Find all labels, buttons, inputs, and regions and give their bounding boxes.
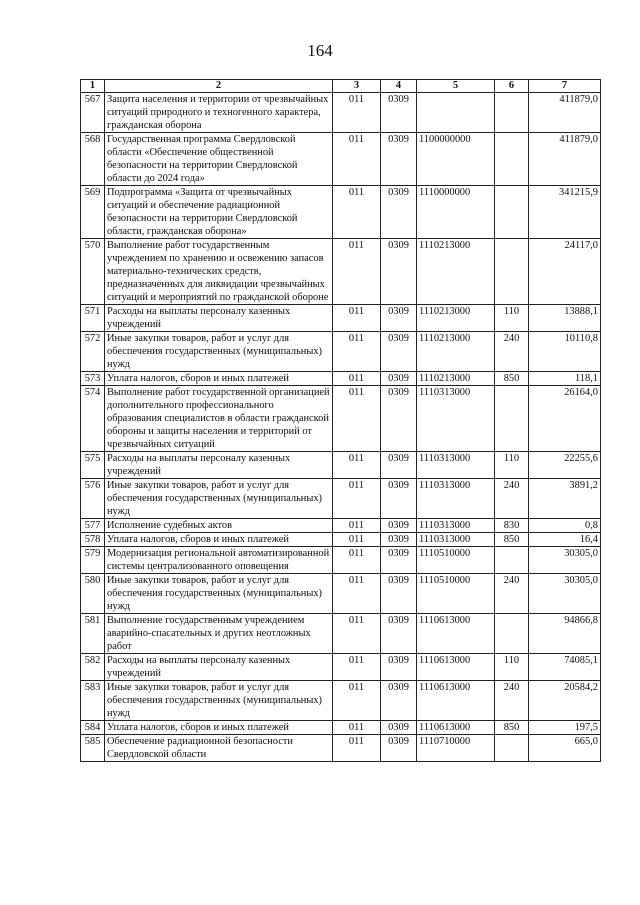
row-amount: 30305,0 [529,547,601,574]
row-target-code: 1110000000 [417,186,495,239]
row-section-code: 0309 [381,386,417,452]
row-expense-type: 240 [495,479,529,519]
table-row [81,133,601,186]
row-admin-code: 011 [333,93,381,133]
row-number: 574 [81,386,105,452]
row-number: 579 [81,547,105,574]
row-target-code: 1110313000 [417,533,495,547]
row-name: Уплата налогов, сборов и иных платежей [105,533,333,547]
row-admin-code: 011 [333,186,381,239]
row-name: Обеспечение радиационной безопасности Свердловской области [105,735,333,762]
row-name: Модернизация региональной автоматизированной системы централизованного оповещения [105,547,333,574]
row-target-code: 1110313000 [417,479,495,519]
row-amount: 341215,9 [529,186,601,239]
row-name: Уплата налогов, сборов и иных платежей [105,721,333,735]
row-target-code: 1110213000 [417,239,495,305]
table-body [81,93,601,762]
row-admin-code: 011 [333,332,381,372]
row-section-code: 0309 [381,305,417,332]
row-amount: 20584,2 [529,681,601,721]
table-row [81,386,601,452]
row-expense-type [495,186,529,239]
row-expense-type [495,93,529,133]
row-section-code: 0309 [381,721,417,735]
row-expense-type: 850 [495,721,529,735]
row-section-code: 0309 [381,681,417,721]
row-number: 570 [81,239,105,305]
row-name: Подпрограмма «Защита от чрезвычайных ситуаций и обеспечение радиационной безопасности на территории Свердловской области, гражданская оборона» [105,186,333,239]
row-name: Защита населения и территории от чрезвычайных ситуаций природного и техногенного характера, гражданская оборона [105,93,333,133]
table-row [81,547,601,574]
row-amount: 411879,0 [529,93,601,133]
row-expense-type [495,614,529,654]
row-section-code: 0309 [381,239,417,305]
row-amount: 24117,0 [529,239,601,305]
header-col-2: 2 [105,80,333,93]
table-row [81,574,601,614]
row-expense-type: 850 [495,533,529,547]
row-admin-code: 011 [333,386,381,452]
row-admin-code: 011 [333,614,381,654]
row-number: 577 [81,519,105,533]
row-amount: 411879,0 [529,133,601,186]
row-admin-code: 011 [333,654,381,681]
row-amount: 30305,0 [529,574,601,614]
row-number: 575 [81,452,105,479]
table-row [81,721,601,735]
row-admin-code: 011 [333,735,381,762]
row-section-code: 0309 [381,93,417,133]
row-amount: 665,0 [529,735,601,762]
row-amount: 10110,8 [529,332,601,372]
row-name: Уплата налогов, сборов и иных платежей [105,372,333,386]
row-number: 573 [81,372,105,386]
row-expense-type: 240 [495,681,529,721]
row-number: 583 [81,681,105,721]
row-amount: 16,4 [529,533,601,547]
row-expense-type [495,735,529,762]
row-amount: 0,8 [529,519,601,533]
row-number: 568 [81,133,105,186]
row-expense-type: 830 [495,519,529,533]
table-row [81,735,601,762]
row-admin-code: 011 [333,305,381,332]
row-admin-code: 011 [333,372,381,386]
row-admin-code: 011 [333,519,381,533]
row-target-code [417,93,495,133]
row-number: 582 [81,654,105,681]
row-target-code: 1110213000 [417,332,495,372]
row-section-code: 0309 [381,614,417,654]
row-target-code: 1100000000 [417,133,495,186]
row-section-code: 0309 [381,574,417,614]
row-section-code: 0309 [381,332,417,372]
row-expense-type [495,133,529,186]
header-col-4: 4 [381,80,417,93]
row-amount: 74085,1 [529,654,601,681]
row-name: Выполнение государственным учреждением аварийно-спасательных и других неотложных работ [105,614,333,654]
header-col-7: 7 [529,80,601,93]
row-amount: 3891,2 [529,479,601,519]
table-row [81,93,601,133]
row-target-code: 1110613000 [417,614,495,654]
row-expense-type: 110 [495,452,529,479]
row-amount: 94866,8 [529,614,601,654]
row-number: 580 [81,574,105,614]
row-name: Государственная программа Свердловской области «Обеспечение общественной безопасности на территории Свердловской области до 2024 года» [105,133,333,186]
row-number: 567 [81,93,105,133]
row-amount: 22255,6 [529,452,601,479]
row-name: Иные закупки товаров, работ и услуг для обеспечения государственных (муниципальных) нужд [105,479,333,519]
row-number: 578 [81,533,105,547]
row-admin-code: 011 [333,533,381,547]
row-name: Расходы на выплаты персоналу казенных учреждений [105,654,333,681]
row-target-code: 1110510000 [417,547,495,574]
row-expense-type [495,239,529,305]
table-row [81,479,601,519]
header-col-6: 6 [495,80,529,93]
row-number: 585 [81,735,105,762]
row-expense-type: 110 [495,305,529,332]
row-admin-code: 011 [333,479,381,519]
row-expense-type: 240 [495,574,529,614]
row-section-code: 0309 [381,654,417,681]
row-number: 571 [81,305,105,332]
table-row [81,519,601,533]
row-expense-type: 240 [495,332,529,372]
row-expense-type: 110 [495,654,529,681]
row-target-code: 1110213000 [417,305,495,332]
row-section-code: 0309 [381,547,417,574]
row-target-code: 1110613000 [417,681,495,721]
row-amount: 26164,0 [529,386,601,452]
row-admin-code: 011 [333,721,381,735]
row-admin-code: 011 [333,574,381,614]
table-row [81,372,601,386]
row-number: 572 [81,332,105,372]
row-target-code: 1110213000 [417,372,495,386]
row-name: Выполнение работ государственной организацией дополнительного профессионального образования специалистов в области гражданской обороны и защиты населения и территорий от чрезвычайных ситуаций [105,386,333,452]
table-row [81,614,601,654]
row-admin-code: 011 [333,239,381,305]
table-row [81,654,601,681]
row-name: Иные закупки товаров, работ и услуг для обеспечения государственных (муниципальных) нужд [105,574,333,614]
page-number: 164 [307,41,333,60]
row-section-code: 0309 [381,452,417,479]
row-name: Выполнение работ государственным учреждением по хранению и освежению запасов материально-технических средств, предназначенных для ликвидации чрезвычайных ситуаций и мероприятий по гражданской обороне [105,239,333,305]
row-target-code: 1110613000 [417,654,495,681]
table-row [81,186,601,239]
table-row [81,305,601,332]
row-section-code: 0309 [381,519,417,533]
row-name: Иные закупки товаров, работ и услуг для обеспечения государственных (муниципальных) нужд [105,332,333,372]
row-number: 576 [81,479,105,519]
row-name: Иные закупки товаров, работ и услуг для обеспечения государственных (муниципальных) нужд [105,681,333,721]
row-admin-code: 011 [333,452,381,479]
row-target-code: 1110313000 [417,519,495,533]
row-amount: 118,1 [529,372,601,386]
budget-table [80,79,601,762]
row-target-code: 1110510000 [417,574,495,614]
row-section-code: 0309 [381,533,417,547]
row-section-code: 0309 [381,479,417,519]
row-amount: 197,5 [529,721,601,735]
row-amount: 13888,1 [529,305,601,332]
row-section-code: 0309 [381,133,417,186]
row-target-code: 1110613000 [417,721,495,735]
table-row [81,452,601,479]
row-admin-code: 011 [333,133,381,186]
row-name: Исполнение судебных актов [105,519,333,533]
table-row [81,239,601,305]
row-expense-type [495,386,529,452]
header-col-5: 5 [417,80,495,93]
table-row [81,332,601,372]
header-col-1: 1 [81,80,105,93]
row-number: 584 [81,721,105,735]
row-name: Расходы на выплаты персоналу казенных учреждений [105,305,333,332]
row-admin-code: 011 [333,547,381,574]
row-target-code: 1110313000 [417,386,495,452]
row-expense-type [495,547,529,574]
row-section-code: 0309 [381,372,417,386]
row-admin-code: 011 [333,681,381,721]
table-header-row [81,80,601,93]
table-row [81,533,601,547]
row-expense-type: 850 [495,372,529,386]
row-target-code: 1110313000 [417,452,495,479]
row-section-code: 0309 [381,735,417,762]
row-number: 581 [81,614,105,654]
row-name: Расходы на выплаты персоналу казенных учреждений [105,452,333,479]
table-row [81,681,601,721]
row-section-code: 0309 [381,186,417,239]
header-col-3: 3 [333,80,381,93]
row-number: 569 [81,186,105,239]
row-target-code: 1110710000 [417,735,495,762]
